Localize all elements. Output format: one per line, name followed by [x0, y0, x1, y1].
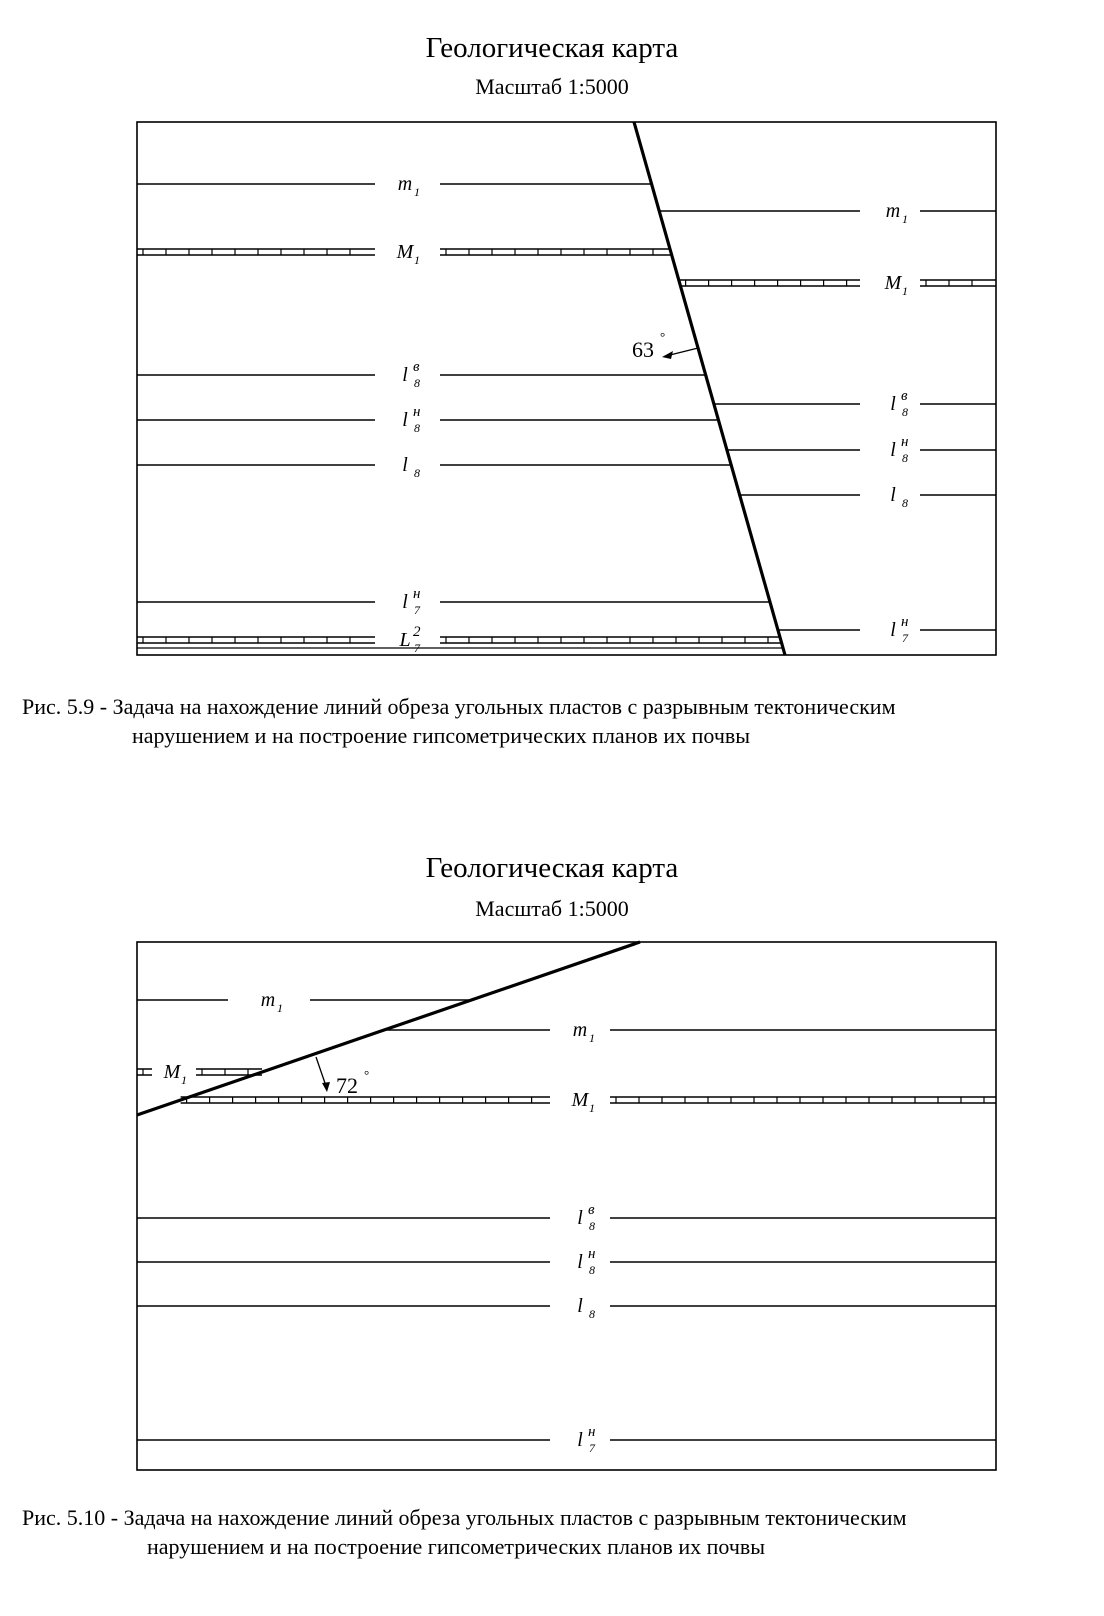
map2-frame [137, 942, 996, 1470]
map1-label-right-5-sub: 7 [902, 631, 908, 645]
map1-label-right-2-sup: в [901, 388, 908, 404]
map1-fault-line [634, 122, 785, 655]
map1-label-right-0: m [885, 200, 901, 222]
map1-label-right-4-sub: 8 [902, 496, 908, 510]
map1-label-left-6-sub: 7 [414, 641, 420, 655]
map1-seam-left-1-a [137, 249, 375, 255]
map1-label-right-1-sub: 1 [902, 284, 908, 298]
map2-upper-seam-a [137, 1069, 152, 1075]
map1-seam-left-1-b [440, 249, 671, 255]
figure2-scale: Масштаб 1:5000 [475, 896, 629, 921]
map2-label-1: M [571, 1089, 589, 1111]
map2-dip-arrow [316, 1057, 326, 1086]
map2-degree-sign: ° [364, 1067, 370, 1082]
map1-label-left-0-sub: 1 [414, 185, 420, 199]
map1-label-right-0-sub: 1 [902, 212, 908, 226]
map1-label-left-5-sup: н [413, 586, 421, 602]
map1-angle-label: 63 [632, 337, 654, 362]
map1-label-left-2-sup: в [413, 359, 420, 375]
map1-seam-left-6-b [440, 637, 781, 643]
map2-label-3: l [577, 1251, 583, 1273]
map2-label-2-sub: 8 [589, 1219, 595, 1233]
map1-label-left-4-sub: 8 [414, 466, 420, 480]
figure2-caption-line2: нарушением и на построение гипсометрических планов их почвы [147, 1534, 766, 1559]
figure1-scale: Масштаб 1:5000 [475, 74, 629, 99]
map1-label-right-2: l [890, 393, 896, 415]
map2-label-2: l [577, 1207, 583, 1229]
map2-upper-label-1-sub: 1 [181, 1073, 187, 1087]
map1-label-left-6-sup: 2 [413, 624, 421, 640]
map1-label-right-2-sub: 8 [902, 405, 908, 419]
map1-degree-sign: ° [660, 329, 666, 344]
figure1-title: Геологическая карта [425, 32, 679, 64]
figure2-title: Геологическая карта [425, 852, 679, 884]
map1-label-right-3-sub: 8 [902, 451, 908, 465]
map1-label-left-3-sub: 8 [414, 421, 420, 435]
map2-label-4: l [577, 1295, 583, 1317]
map2-label-5-sup: н [588, 1424, 596, 1440]
map2-label-4-sub: 8 [589, 1307, 595, 1321]
map1-label-left-4: l [402, 454, 408, 476]
map1-label-left-5-sub: 7 [414, 603, 420, 617]
figure1-caption-line1: Рис. 5.9 - Задача на нахождение линий обреза угольных пластов с разрывным тектоническим [22, 694, 896, 719]
map1-label-right-3: l [890, 439, 896, 461]
figure1-caption-line2: нарушением и на построение гипсометрических планов их почвы [132, 723, 751, 748]
map2-label-1-sub: 1 [589, 1101, 595, 1115]
map1-label-left-1: M [396, 241, 414, 263]
map2-label-2-sup: в [588, 1202, 595, 1218]
map1-label-left-2: l [402, 364, 408, 386]
map1-seam-left-6-a [137, 637, 375, 643]
map1-label-right-3-sup: н [901, 434, 909, 450]
geologic-map-1 [0, 100, 1104, 660]
map2-upper-label-1: M [163, 1061, 181, 1083]
map1-label-right-5: l [890, 619, 896, 641]
map1-label-right-1: M [884, 272, 902, 294]
map1-label-right-5-sup: н [901, 614, 909, 630]
map1-label-left-5: l [402, 591, 408, 613]
geologic-map-2 [0, 920, 1104, 1480]
map2-label-5-sub: 7 [589, 1441, 595, 1455]
map2-dip-arrowhead [322, 1082, 330, 1092]
map2-upper-label-0-sub: 1 [277, 1001, 283, 1015]
map1-label-left-3-sup: н [413, 404, 421, 420]
map2-label-3-sup: н [588, 1246, 596, 1262]
map1-dip-arrowhead [662, 351, 673, 359]
map1-label-left-3: l [402, 409, 408, 431]
map1-seam-right-1-a [680, 280, 860, 286]
map2-upper-label-0: m [260, 989, 276, 1011]
map1-seam-right-1-b [920, 280, 996, 286]
map2-seam-1-b [610, 1097, 996, 1103]
map1-label-left-6: L [399, 629, 411, 651]
map1-label-right-4: l [890, 484, 896, 506]
map2-angle-label: 72 [336, 1073, 358, 1098]
map1-label-left-2-sub: 8 [414, 376, 420, 390]
figure1-caption [22, 692, 896, 750]
map2-label-0: m [572, 1019, 588, 1041]
map2-label-0-sub: 1 [589, 1031, 595, 1045]
map1-frame [137, 122, 996, 655]
map2-fault-line [137, 942, 640, 1115]
map2-label-5: l [577, 1429, 583, 1451]
figure2-caption [22, 1503, 907, 1561]
map1-label-left-0: m [397, 173, 413, 195]
map2-seam-1-a [181, 1097, 550, 1103]
map2-label-3-sub: 8 [589, 1263, 595, 1277]
map1-label-left-1-sub: 1 [414, 253, 420, 267]
figure2-caption-line1: Рис. 5.10 - Задача на нахождение линий обреза угольных пластов с разрывным тектоническим [22, 1505, 907, 1530]
